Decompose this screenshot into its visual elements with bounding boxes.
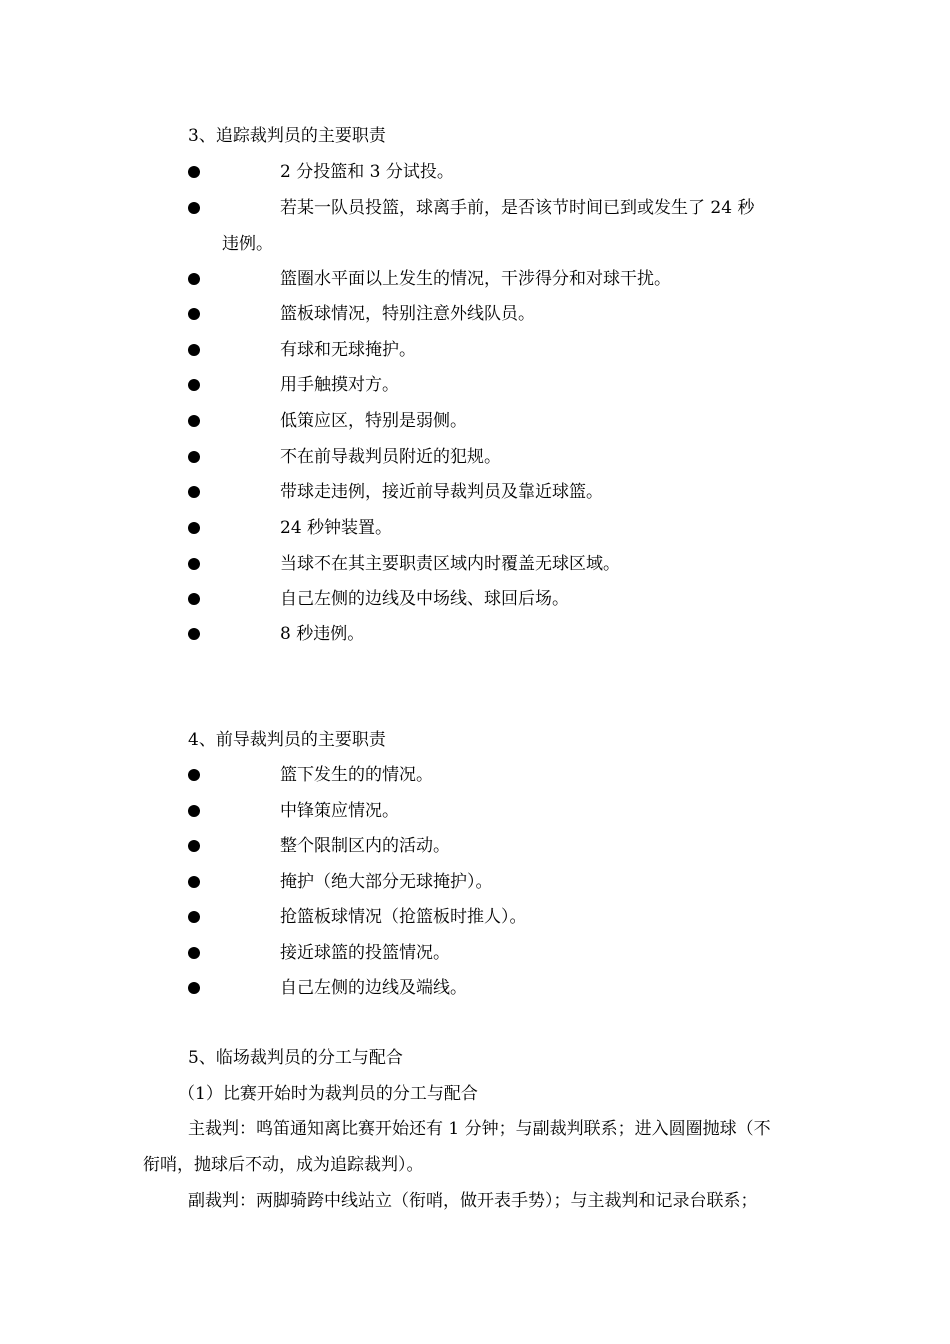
bullet-icon <box>188 486 200 498</box>
section3-item: 当球不在其主要职责区域内时覆盖无球区域。 <box>280 554 620 574</box>
section4-item: 整个限制区内的活动。 <box>280 836 450 856</box>
section4-item: 自己左侧的边线及端线。 <box>280 978 467 998</box>
bullet-icon <box>188 451 200 463</box>
bullet-icon <box>188 982 200 994</box>
section4-item: 掩护（绝大部分无球掩护）。 <box>280 872 493 892</box>
bullet-icon <box>188 522 200 534</box>
section3-item: 篮圈水平面以上发生的情况，干涉得分和对球干扰。 <box>280 269 671 289</box>
section5-heading: 5、临场裁判员的分工与配合 <box>188 1048 403 1068</box>
bullet-icon <box>188 947 200 959</box>
section3-item: 自己左侧的边线及中场线、球回后场。 <box>280 589 569 609</box>
section3-heading: 3、追踪裁判员的主要职责 <box>188 126 386 146</box>
bullet-icon <box>188 166 200 178</box>
section3-item: 2 分投篮和 3 分试投。 <box>280 162 454 182</box>
section3-item: 有球和无球掩护。 <box>280 340 416 360</box>
bullet-icon <box>188 628 200 640</box>
paragraph-line: 衔哨，抛球后不动，成为追踪裁判）。 <box>143 1155 424 1175</box>
section3-item: 24 秒钟装置。 <box>280 518 393 538</box>
paragraph-line: 副裁判：两脚骑跨中线站立（衔哨，做开表手势）；与主裁判和记录台联系； <box>188 1191 758 1211</box>
paragraph-line: 主裁判：鸣笛通知离比赛开始还有 1 分钟；与副裁判联系；进入圆圈抛球（不 <box>188 1119 771 1139</box>
bullet-icon <box>188 769 200 781</box>
bullet-icon <box>188 202 200 214</box>
bullet-icon <box>188 379 200 391</box>
section3-item-continuation: 违例。 <box>222 234 273 254</box>
section3-item: 8 秒违例。 <box>280 624 365 644</box>
bullet-icon <box>188 593 200 605</box>
section4-item: 中锋策应情况。 <box>280 801 399 821</box>
section4-item: 抢篮板球情况（抢篮板时推人）。 <box>280 907 527 927</box>
bullet-icon <box>188 876 200 888</box>
section3-item: 带球走违例，接近前导裁判员及靠近球篮。 <box>280 482 603 502</box>
section3-item: 不在前导裁判员附近的犯规。 <box>280 447 501 467</box>
section4-item: 篮下发生的的情况。 <box>280 765 433 785</box>
section3-item: 用手触摸对方。 <box>280 375 399 395</box>
bullet-icon <box>188 415 200 427</box>
bullet-icon <box>188 558 200 570</box>
section3-item: 低策应区，特别是弱侧。 <box>280 411 467 431</box>
bullet-icon <box>188 344 200 356</box>
section3-item: 若某一队员投篮，球离手前，是否该节时间已到或发生了 24 秒 <box>280 198 755 218</box>
bullet-icon <box>188 308 200 320</box>
bullet-icon <box>188 840 200 852</box>
bullet-icon <box>188 805 200 817</box>
section3-item: 篮板球情况，特别注意外线队员。 <box>280 304 535 324</box>
section4-heading: 4、前导裁判员的主要职责 <box>188 730 386 750</box>
section4-item: 接近球篮的投篮情况。 <box>280 943 450 963</box>
bullet-icon <box>188 273 200 285</box>
bullet-icon <box>188 911 200 923</box>
section5-subheading: （1）比赛开始时为裁判员的分工与配合 <box>178 1084 478 1104</box>
